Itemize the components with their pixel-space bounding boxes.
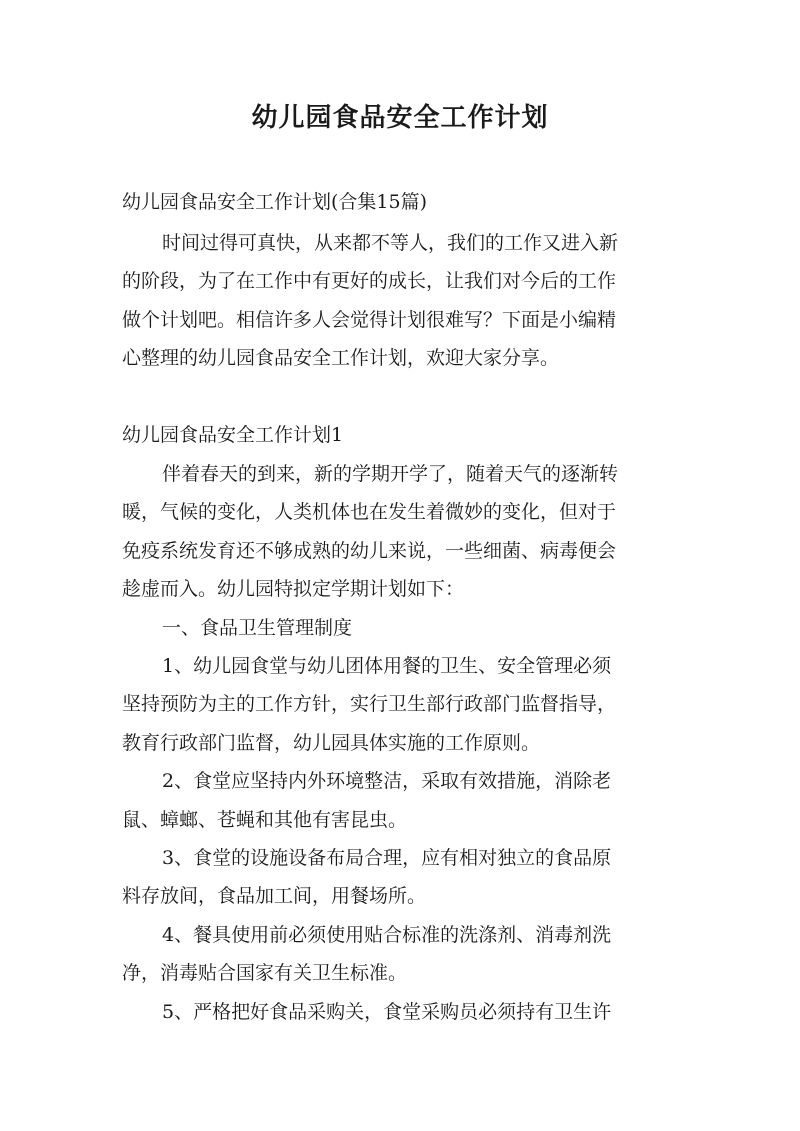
intro-line: 的阶段，为了在工作中有更好的成长，让我们对今后的工作 — [122, 270, 617, 292]
list-item-line: 坚持预防为主的工作方针，实行卫生部行政部门监督指导， — [122, 693, 617, 715]
list-item-line: 3、食堂的设施设备布局合理，应有相对独立的食品原 — [162, 847, 612, 869]
section-paragraph-line: 暖，气候的变化，人类机体也在发生着微妙的变化，但对于 — [122, 501, 617, 523]
intro-line: 心整理的幼儿园食品安全工作计划，欢迎大家分享。 — [122, 347, 560, 369]
section-heading: 幼儿园食品安全工作计划1 — [122, 424, 344, 446]
intro-line: 做个计划吧。相信许多人会觉得计划很难写？下面是小编精 — [122, 309, 617, 331]
section-paragraph-line: 伴着春天的到来，新的学期开学了，随着天气的逐渐转 — [162, 463, 619, 485]
list-item-line: 1、幼儿园食堂与幼儿团体用餐的卫生、安全管理必须 — [162, 655, 612, 677]
section-paragraph-line: 免疫系统发育还不够成熟的幼儿来说，一些细菌、病毒便会 — [122, 540, 617, 562]
subheading: 一、食品卫生管理制度 — [162, 617, 353, 639]
intro-line: 时间过得可真快，从来都不等人，我们的工作又进入新 — [162, 232, 619, 254]
list-item-line: 5、严格把好食品采购关，食堂采购员必须持有卫生许 — [162, 1001, 612, 1023]
list-item-line: 教育行政部门监督，幼儿园具体实施的工作原则。 — [122, 732, 541, 754]
list-item-line: 4、餐具使用前必须使用贴合标准的洗涤剂、消毒剂洗 — [162, 924, 612, 946]
list-item-line: 2、食堂应坚持内外环境整洁，采取有效措施，消除老 — [162, 770, 612, 792]
list-item-line: 料存放间，食品加工间，用餐场所。 — [122, 885, 427, 907]
document-title: 幼儿园食品安全工作计划 — [251, 103, 549, 133]
list-item-line: 鼠、蟑螂、苍蝇和其他有害昆虫。 — [122, 809, 408, 831]
list-item-line: 净，消毒贴合国家有关卫生标准。 — [122, 962, 408, 984]
document-subtitle: 幼儿园食品安全工作计划(合集15篇) — [122, 191, 428, 213]
section-paragraph-line: 趁虚而入。幼儿园特拟定学期计划如下： — [122, 578, 465, 600]
